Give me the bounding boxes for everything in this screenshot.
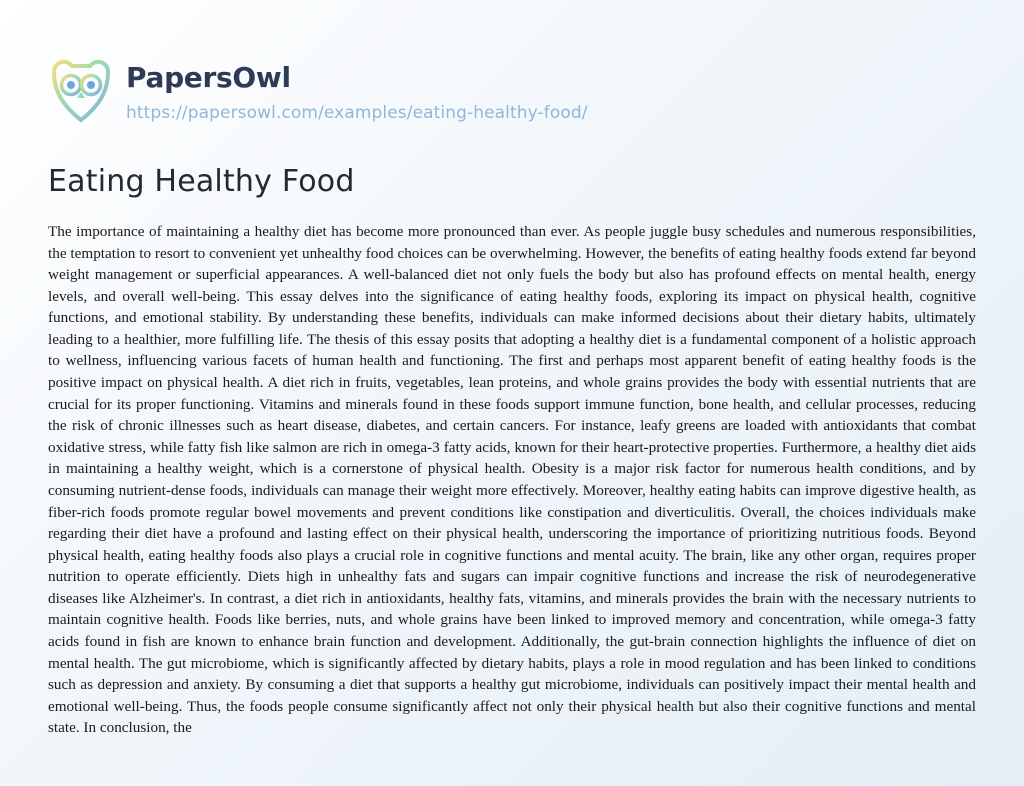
essay-body: The importance of maintaining a healthy diet has become more pronounced than ever. As people juggle busy schedules and numerous responsibilities, the temptation to resort to convenient yet unhealthy food choices can be overwhelming. However, the benefits of eating healthy foods extend far beyond weight management or superficial appearances. A well-balanced diet not only fuels the body but also has profound effects on mental health, energy levels, and overall well-being. This essay delves into the significance of eating healthy foods, exploring its impact on physical health, cognitive functions, and emotional stability. By understanding these benefits, individuals can make informed decisions about their dietary habits, ultimately leading to a healthier, more fulfilling life. The thesis of this essay posits that adopting a healthy diet is a fundamental component of a holistic approach to wellness, influencing various facets of human health and functioning. The first and perhaps most apparent benefit of eating healthy foods is the positive impact on physical health. A diet rich in fruits, vegetables, lean proteins, and whole grains provides the body with essential nutrients that are crucial for its proper functioning. Vitamins and minerals found in these foods support immune function, bone health, and cellular processes, reducing the risk of chronic illnesses such as heart disease, diabetes, and certain cancers. For instance, leafy greens are loaded with antioxidants that combat oxidative stress, while fatty fish like salmon are rich in omega-3 fatty acids, known for their heart-protective properties. Furthermore, a healthy diet aids in maintaining a healthy weight, which is a cornerstone of physical health. Obesity is a major risk factor for numerous health conditions, and by consuming nutrient-dense foods, individuals can manage their weight more effectively. Moreover, healthy eating habits can improve digestive health, as fiber-rich foods promote regular bowel movements and prevent conditions like constipation and diverticulitis. Overall, the choices individuals make regarding their diet have a profound and lasting effect on their physical health, underscoring the importance of prioritizing nutritious foods. Beyond physical health, eating healthy foods also plays a crucial role in cognitive functions and mental acuity. The brain, like any other organ, requires proper nutrition to operate efficiently. Diets high in unhealthy fats and sugars can impair cognitive functions and increase the risk of neurodegenerative diseases like Alzheimer's. In contrast, a diet rich in antioxidants, healthy fats, vitamins, and minerals provides the brain with the necessary nutrients to maintain cognitive health. Foods like berries, nuts, and whole grains have been linked to improved memory and concentration, while omega-3 fatty acids found in fish are known to enhance brain function and development. Additionally, the gut-brain connection highlights the influence of diet on mental health. The gut microbiome, which is significantly affected by dietary habits, plays a role in mood regulation and has been linked to conditions such as depression and anxiety. By consuming a diet that supports a healthy gut microbiome, individuals can positively impact their mental health and emotional well-being. Thus, the foods people consume significantly affect not only their physical health but also their cognitive functions and mental state. In conclusion, the [48, 223, 976, 737]
brand-name: PapersOwl [126, 61, 291, 95]
brand-block [126, 59, 588, 123]
source-url[interactable]: https://papersowl.com/examples/eating-healthy-food/ [126, 102, 588, 123]
owl-logo-icon [42, 52, 120, 130]
page-title: Eating Healthy Food [48, 164, 355, 199]
document-content [0, 164, 1024, 739]
site-header [0, 0, 1024, 130]
